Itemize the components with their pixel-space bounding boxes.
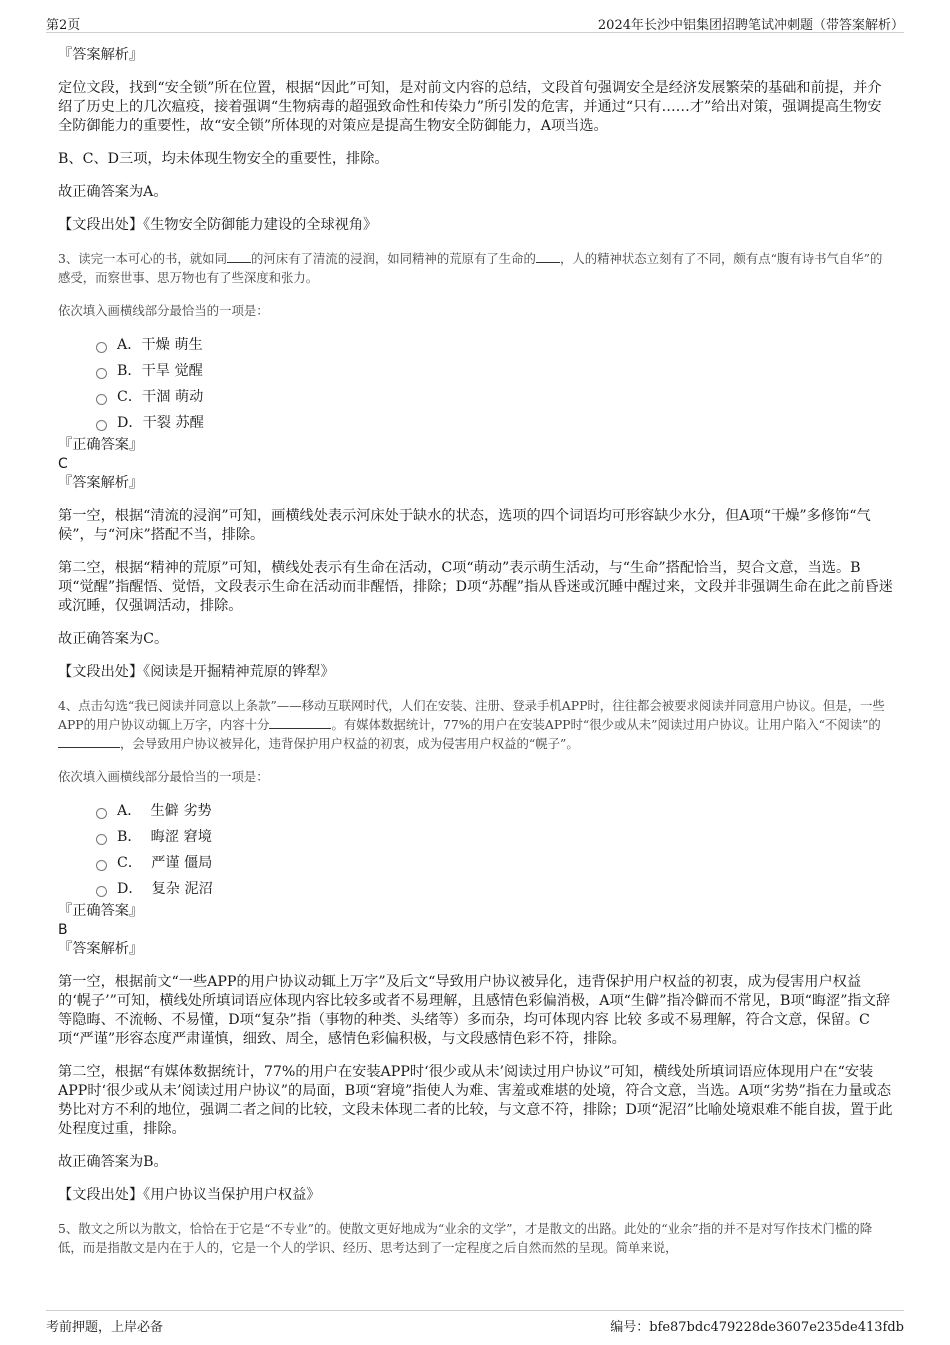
q4-analysis-para1: 第一空，根据前文“一些APP的用户协议动辄上万字”及后文“导致用户协议被异化，违背保护用户权益的初衷，成为侵害用户权益的‘幌子’”可知，横线处所填词语应体现内容比较多或者不易理解，且感情色彩偏消极，A项“生僻”指冷僻而不常见，B项“晦涩”指文辞等隐晦、不流畅、不易懂，D项“复杂”指（事物的种类、头绪等）多而杂，均可体现内容 比较 多或不易理解，符合文意，保留。C项“严谨”形容态度严肃谨慎，细致、周全，感情色彩偏积极，与文段感情色彩不符，排除。: [58, 974, 891, 1047]
footer-slogan: 考前押题，上岸必备: [46, 1320, 164, 1335]
page-number: 第2页: [46, 18, 81, 33]
q3-source: 【文段出处】《阅读是开掘精神荒原的铧犁》: [58, 664, 335, 680]
document-title: 2024年长沙中铝集团招聘笔试冲刺题（带答案解析）: [597, 18, 904, 33]
q3-conclusion: 故正确答案为C。: [58, 631, 169, 647]
q3-analysis-para1: 第一空，根据“清流的浸润”可知，画横线处表示河床处于缺水的状态，选项的四个词语均可形容缺少水分，但A项“干燥”多修饰“气候”，与“河床”搭配不当，排除。: [58, 508, 871, 543]
q5-stem: 5、散文之所以为散文，恰恰在于它是“不专业”的。使散文更好地成为“业余的文学”，才是散文的出路。此处的“业余”指的并不是对写作技术门槛的降低，而是指散文是内在于人的，它是一个人的学识、经历、思考达到了一定程度之后自然而然的呈现。简单来说，: [58, 1221, 873, 1255]
q4-stem: 4、点击勾选“我已阅读并同意以上条款”——移动互联网时代，人们在安装、注册、登录手机APP时，往往都会被要求阅读并同意用户协议。但是，一些APP的用户协议动辄上万字，内容十分 。有媒体数据统计，77%的用户在安装APP时“很少或从未”阅读过用户协议。让用户陷入“不阅读”的，会导致用户协议被异化，违背保护用户权益的初衷，成为侵害用户权益的“幌子”。: [58, 698, 885, 751]
q4-blank-1: [269, 716, 331, 729]
q2-analysis-para1: 定位文段，找到“安全锁”所在位置，根据“因此”可知，是对前文内容的总结，文段首句强调安全是经济发展繁荣的基础和前提，并介绍了历史上的几次瘟疫，接着强调“生物病毒的超强致命性和传染力”所引发的危害，并通过“只有……才”给出对策，强调提高生物安全防御能力的重要性，故“安全锁”所体现的对策应是提高生物安全防御能力，A项当选。: [58, 80, 882, 134]
q3-stem: 3、读完一本可心的书，就如同 的河床有了清流的浸润，如同精神的荒原有了生命的 ，人的精神状态立刻有了不同，颇有点“腹有诗书气自华”的感受，而察世事、思万物也有了些深度和张力。: [58, 251, 883, 285]
q4-blank-2: [58, 735, 120, 748]
q3-option-b[interactable]: B．干旱 觉醒: [96, 358, 893, 384]
q3-option-a[interactable]: A．干燥 萌生: [96, 332, 893, 358]
document-content: [58, 46, 893, 1257]
q4-conclusion: 故正确答案为B。: [58, 1154, 168, 1170]
radio-icon[interactable]: [96, 834, 107, 845]
q3-option-c[interactable]: C．干涸 萌动: [96, 384, 893, 410]
q2-analysis-label: 『答案解析』: [58, 47, 144, 63]
q3-instruction: 依次填入画横线部分最恰当的一项是：: [58, 303, 269, 318]
radio-icon[interactable]: [96, 368, 107, 379]
q3-answer-label: 『正确答案』: [58, 437, 144, 453]
q3-blank-1: [227, 250, 251, 263]
q3-analysis-label: 『答案解析』: [58, 475, 144, 491]
radio-icon[interactable]: [96, 394, 107, 405]
radio-icon[interactable]: [96, 342, 107, 353]
q4-instruction: 依次填入画横线部分最恰当的一项是：: [58, 769, 269, 784]
q3-answer: C: [58, 456, 68, 472]
q2-conclusion: 故正确答案为A。: [58, 184, 168, 200]
q2-analysis-para2: B、C、D三项，均未体现生物安全的重要性，排除。: [58, 151, 389, 167]
radio-icon[interactable]: [96, 886, 107, 897]
q4-analysis-label: 『答案解析』: [58, 941, 144, 957]
q4-option-a[interactable]: A． 生僻 劣势: [96, 798, 893, 824]
q4-analysis-para2: 第二空，根据“有媒体数据统计，77%的用户在安装APP时‘很少或从未’阅读过用户协议”可知，横线处所填词语应体现用户在“安装APP时‘很少或从未’阅读过用户协议”的局面，B项“窘境”指使人为难、害羞或难堪的处境，符合文意，当选。A项“劣势”指在力量或态势比对方不利的地位，强调二者之间的比较，文段未体现二者的比较，与文意不符，排除；D项“泥沼”比喻处境艰难不能自拔，置于此处程度过重，排除。: [58, 1064, 893, 1137]
q4-source: 【文段出处】《用户协议当保护用户权益》: [58, 1187, 321, 1203]
q4-option-c[interactable]: C． 严谨 僵局: [96, 850, 893, 876]
radio-icon[interactable]: [96, 808, 107, 819]
q4-answer: B: [58, 922, 68, 938]
q2-source: 【文段出处】《生物安全防御能力建设的全球视角》: [58, 217, 378, 233]
q3-blank-2: [536, 250, 560, 263]
q3-option-d[interactable]: D．干裂 苏醒: [96, 410, 893, 436]
q4-answer-label: 『正确答案』: [58, 903, 144, 919]
q4-option-d[interactable]: D． 复杂 泥沼: [96, 876, 893, 902]
page-header: [46, 10, 904, 33]
radio-icon[interactable]: [96, 420, 107, 431]
document-id: 编号：bfe87bdc479228de3607e235de413fdb: [610, 1320, 904, 1335]
q4-option-b[interactable]: B． 晦涩 窘境: [96, 824, 893, 850]
radio-icon[interactable]: [96, 860, 107, 871]
page-footer: [46, 1310, 904, 1341]
q3-analysis-para2: 第二空，根据“精神的荒原”可知，横线处表示有生命在活动，C项“萌动”表示萌生活动，与“生命”搭配恰当，契合文意，当选。B项“觉醒”指醒悟、觉悟，文段表示生命在活动而非醒悟，排除；D项“苏醒”指从昏迷或沉睡中醒过来，文段并非强调生命在此之前昏迷或沉睡，仅强调活动，排除。: [58, 560, 893, 614]
